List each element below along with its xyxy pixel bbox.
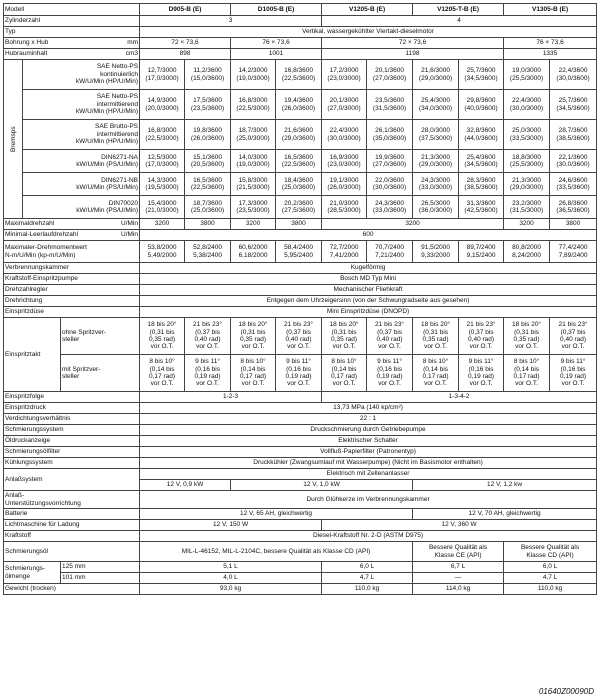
value-cell: 77,4/2400 7,89/2400 (550, 241, 597, 263)
table-row (4, 414, 597, 425)
value-cell: 24,3/3600 (33,0/3600) (367, 196, 413, 219)
value-cell: 22,1/3600 (30,0/3600) (550, 150, 597, 173)
value-cell: Kugelförmig (140, 263, 597, 274)
value-cell: 15,1/3600 (20,5/3600) (185, 150, 231, 173)
value-cell: 52,8/2400 5,38/2400 (185, 241, 231, 263)
value-cell: MIL-L-46152, MIL-L-2104C, bessere Qualität als Klasse CD (API) (140, 542, 413, 562)
unit-text: mm (127, 39, 139, 47)
row-label: Schmierungsöl (4, 542, 140, 562)
value-cell: 21 bis 23° (0,37 bis 0,40 rad) vor O.T. (185, 318, 231, 355)
value-cell: 12 V, 1,0 kW (231, 480, 413, 491)
value-cell: 21 bis 23° (0,37 bis 0,40 rad) vor O.T. (459, 318, 504, 355)
value-cell: 20,1/3000 (27,0/3000) (322, 90, 367, 120)
value-cell: 72 × 73,6 (322, 38, 504, 49)
row-sublabel: 101 mm (61, 573, 140, 584)
table-row (4, 436, 597, 447)
value-cell: 25,7/3600 (34,5/3600) (550, 90, 597, 120)
value-cell: 3800 (276, 219, 322, 230)
value-cell: Elektrischer Schalter (140, 436, 597, 447)
figure-code: 01640Z00090D (538, 687, 594, 696)
value-cell: 18,4/3600 (25,0/3600) (276, 173, 322, 196)
table-row (4, 584, 597, 595)
row-label: Anlaßsystem (4, 469, 140, 491)
table-row (4, 531, 597, 542)
row-label: SAE Brutto-PS intermittierend kW/U/Min (HP/U/Min) (23, 120, 140, 150)
value-cell: 16,8/3000 (22,5/3000) (140, 120, 185, 150)
row-label (4, 49, 140, 60)
value-cell: 3 (140, 16, 322, 27)
table-row (4, 296, 597, 307)
value-cell: 114,0 kg (413, 584, 504, 595)
bremsps-label: Bremsps (4, 60, 23, 219)
table-row (4, 469, 597, 480)
value-cell: 16,5/3600 (22,5/3600) (276, 150, 322, 173)
value-cell: 18 bis 20° (0,31 bis 0,35 rad) vor O.T. (231, 318, 276, 355)
row-label: Typ (4, 27, 140, 38)
row-label: Einspritzdruck (4, 403, 140, 414)
value-cell: 21 bis 23° (0,37 bis 0,40 rad) vor O.T. (550, 318, 597, 355)
header-modell: Modell (4, 4, 140, 16)
table-row (4, 307, 597, 318)
value-cell: 8 bis 10° (0,14 bis 0,17 rad) vor O.T. (413, 355, 459, 392)
value-cell: 29,8/3600 (40,0/3600) (459, 90, 504, 120)
value-cell: 22,4/3000 (30,0/3000) (322, 120, 367, 150)
value-cell: 23,5/3600 (31,5/3600) (367, 90, 413, 120)
value-cell: 15,4/3000 (21,0/3000) (140, 196, 185, 219)
value-cell: 1335 (504, 49, 597, 60)
table-row (4, 230, 597, 241)
table-row (4, 509, 597, 520)
table-row (4, 16, 597, 27)
value-cell: 18 bis 20° (0,31 bis 0,35 rad) vor O.T. (322, 318, 367, 355)
row-sublabel: ohne Spritzver- steller (61, 318, 140, 355)
row-label: Schmierungsölfilter (4, 447, 140, 458)
value-cell: 3200 (322, 219, 504, 230)
value-cell: 20,1/3600 (27,0/3600) (367, 60, 413, 90)
value-cell: 21 bis 23° (0,37 bis 0,40 rad) vor O.T. (276, 318, 322, 355)
value-cell: 9 bis 11° (0,16 bis 0,19 rad) vor O.T. (550, 355, 597, 392)
value-cell: 24,6/3600 (33,5/3600) (550, 173, 597, 196)
value-cell: 6,0 L (322, 562, 413, 573)
value-cell: 3800 (550, 219, 597, 230)
value-cell: 21,6/3600 (29,0/3600) (276, 120, 322, 150)
engine-spec-table (3, 3, 597, 595)
row-label: Einspritztakt (4, 318, 61, 392)
value-cell: Bessere Qualität als Klasse CD (API) (504, 542, 597, 562)
value-cell: 6,7 L (413, 562, 504, 573)
value-cell: 25,4/3600 (34,5/3600) (459, 150, 504, 173)
value-cell: Mechanischer Fliehkraft (140, 285, 597, 296)
row-label (4, 219, 140, 230)
table-row (4, 403, 597, 414)
value-cell: 12 V, 150 W (140, 520, 322, 531)
row-label: Maximaler-Drehmomentwert N-m/U/Min (kp-m/U/Min) (4, 241, 140, 263)
value-cell: 24,3/3000 (33,0/3000) (413, 173, 459, 196)
value-cell: 14,0/3000 (19,0/3000) (231, 150, 276, 173)
table-row (4, 318, 597, 355)
value-cell: Druckschmierung durch Getriebepumpe (140, 425, 597, 436)
value-cell: Diesel-Kraftstoff Nr. 2-D (ASTM D975) (140, 531, 597, 542)
row-label (4, 38, 140, 49)
value-cell: 19,8/3600 (26,0/3600) (185, 120, 231, 150)
model-d905: D905-B (E) (140, 4, 231, 16)
value-cell: 16,9/3000 (23,0/3000) (322, 150, 367, 173)
row-label: Lichtmaschine für Ladung (4, 520, 140, 531)
value-cell: 19,4/3600 (26,0/3600) (276, 90, 322, 120)
value-cell: 22 : 1 (140, 414, 597, 425)
value-cell: 21,3/3000 (29,0/3000) (504, 173, 550, 196)
unit-text: U/Min (121, 231, 139, 239)
table-row (4, 458, 597, 469)
value-cell: 12 V, 360 W (322, 520, 597, 531)
value-cell: 20,2/3600 (27,5/3600) (276, 196, 322, 219)
row-label (4, 230, 140, 241)
value-cell: 22,4/3600 (30,0/3600) (550, 60, 597, 90)
table-row (4, 425, 597, 436)
value-cell: Durch Glühkerze im Verbrennungskammer (140, 491, 597, 509)
value-cell: 1-3-4-2 (322, 392, 597, 403)
unit-text: U/Min (121, 220, 139, 228)
value-cell: 21,6/3000 (29,0/3000) (413, 60, 459, 90)
table-row (4, 120, 597, 150)
value-cell: 93,0 kg (140, 584, 322, 595)
value-cell: 4,7 L (322, 573, 413, 584)
value-cell: 12 V, 1,2 kw (413, 480, 597, 491)
value-cell: 19,9/3600 (27,0/3600) (367, 150, 413, 173)
value-cell: 9 bis 11° (0,16 bis 0,19 rad) vor O.T. (185, 355, 231, 392)
value-cell: 898 (140, 49, 231, 60)
row-label: Drehrichtung (4, 296, 140, 307)
row-label: Schmierungssystem (4, 425, 140, 436)
row-sublabel: 125 mm (61, 562, 140, 573)
table-row (4, 60, 597, 90)
value-cell: 76 × 73,6 (504, 38, 597, 49)
value-cell: 9 bis 11° (0,16 bis 0,19 rad) vor O.T. (367, 355, 413, 392)
row-label-text: Hubrauminhalt (5, 50, 48, 58)
value-cell: 19,0/3000 (25,5/3000) (504, 60, 550, 90)
value-cell: 26,5/3000 (36,0/3000) (413, 196, 459, 219)
table-row (4, 150, 597, 173)
value-cell: — (413, 573, 504, 584)
row-label: Kühlungssystem (4, 458, 140, 469)
value-cell: 5,1 L (140, 562, 322, 573)
table-row (4, 542, 597, 562)
unit-text: cm3 (125, 50, 139, 58)
value-cell: 9 bis 11° (0,16 bis 0,19 rad) vor O.T. (276, 355, 322, 392)
value-cell: 18 bis 20° (0,31 bis 0,35 rad) vor O.T. (140, 318, 185, 355)
value-cell: 110,0 kg (504, 584, 597, 595)
value-cell: 14,3/3000 (19,5/3000) (140, 173, 185, 196)
value-cell: 26,8/3600 (36,5/3600) (550, 196, 597, 219)
value-cell: 6,0 L (504, 562, 597, 573)
table-row (4, 90, 597, 120)
value-cell: 72,7/2000 7,41/2000 (322, 241, 367, 263)
row-label: Batterie (4, 509, 140, 520)
value-cell: 18,7/3000 (25,0/3000) (231, 120, 276, 150)
value-cell: Vertikal, wassergekühlter Viertakt-dieselmotor (140, 27, 597, 38)
value-cell: 25,0/3000 (33,5/3000) (504, 120, 550, 150)
value-cell: 76 × 73,6 (231, 38, 322, 49)
row-label: Einspritzfolge (4, 392, 140, 403)
value-cell: 1001 (231, 49, 322, 60)
value-cell: 58,4/2400 5,95/2400 (276, 241, 322, 263)
row-label-text: Maximaldrehzahl (5, 220, 55, 228)
value-cell: 11,2/3600 (15,0/3600) (185, 60, 231, 90)
value-cell: 18 bis 20° (0,31 bis 0,35 rad) vor O.T. (413, 318, 459, 355)
value-cell: Entgegen dem Uhrzeigersinn (von der Schwungradseite aus gesehen) (140, 296, 597, 307)
row-label: SAE Netto-PS kontinuierlich kW/U/Min (HP/U/Min) (23, 60, 140, 90)
table-row (4, 491, 597, 509)
row-label: Schmierungs- ölmenge (4, 562, 61, 584)
table-row (4, 173, 597, 196)
table-row (4, 263, 597, 274)
value-cell: 22,0/3600 (30,0/3600) (367, 173, 413, 196)
value-cell: 21 bis 23° (0,37 bis 0,40 rad) vor O.T. (367, 318, 413, 355)
row-label: DIN70020 kW/U/Min (PS/U/Min) (23, 196, 140, 219)
value-cell: 3200 (231, 219, 276, 230)
value-cell: 8 bis 10° (0,14 bis 0,17 rad) vor O.T. (140, 355, 185, 392)
row-label: Anlaß- Unterstützungsvorrichtung (4, 491, 140, 509)
row-label: Kraftstoff (4, 531, 140, 542)
table-row (4, 447, 597, 458)
table-row (4, 274, 597, 285)
value-cell: 22,4/3000 (30,0/3000) (504, 90, 550, 120)
row-label: SAE Netto-PS intermittierend kW/U/Min (HP/U/Min) (23, 90, 140, 120)
value-cell: Bessere Qualität als Klasse CE (API) (413, 542, 504, 562)
value-cell: 60,6/2000 6,18/2000 (231, 241, 276, 263)
value-cell: 31,3/3600 (42,5/3600) (459, 196, 504, 219)
value-cell: 28,7/3600 (38,5/3600) (550, 120, 597, 150)
value-cell: 32,8/3600 (44,0/3600) (459, 120, 504, 150)
value-cell: 8 bis 10° (0,14 bis 0,17 rad) vor O.T. (504, 355, 550, 392)
row-label: Öldruckanzeige (4, 436, 140, 447)
value-cell: 17,3/3000 (23,5/3000) (231, 196, 276, 219)
table-row (4, 196, 597, 219)
value-cell: 12 V, 0,9 kW (140, 480, 231, 491)
value-cell: 13,73 MPa (140 kp/cm²) (140, 403, 597, 414)
value-cell: 19,1/3000 (26,0/3000) (322, 173, 367, 196)
row-label: Zylinderzahl (4, 16, 140, 27)
model-d1005: D1005-B (E) (231, 4, 322, 16)
value-cell: 16,5/3600 (22,5/3600) (185, 173, 231, 196)
table-row (4, 562, 597, 573)
value-cell: 9 bis 11° (0,16 bis 0,19 rad) vor O.T. (459, 355, 504, 392)
model-v1205t: V1205-T-B (E) (413, 4, 504, 16)
table-row (4, 38, 597, 49)
value-cell: 14,2/3000 (19,0/3000) (231, 60, 276, 90)
value-cell: 18 bis 20° (0,31 bis 0,35 rad) vor O.T. (504, 318, 550, 355)
row-label: Gewicht (trocken) (4, 584, 140, 595)
value-cell: 12 V, 65 AH, gleichwertig (140, 509, 413, 520)
value-cell: 600 (140, 230, 597, 241)
table-row (4, 49, 597, 60)
table-row (4, 392, 597, 403)
value-cell: 3200 (140, 219, 185, 230)
row-label: Verdichtungsverhältnis (4, 414, 140, 425)
value-cell: 12 V, 70 AH, gleichwertig (413, 509, 597, 520)
value-cell: 18,8/3000 (25,5/3000) (504, 150, 550, 173)
value-cell: 8 bis 10° (0,14 bis 0,17 rad) vor O.T. (231, 355, 276, 392)
table-header-row (4, 4, 597, 16)
value-cell: Druckkühler (Zwangsumlauf mit Wasserpumpe) (Nicht im Basismotor enthalten) (140, 458, 597, 469)
value-cell: 91,5/2000 9,33/2000 (413, 241, 459, 263)
model-v1305: V1305-B (E) (504, 4, 597, 16)
row-label: Drehzahlregler (4, 285, 140, 296)
row-label: Verbrennungskammer (4, 263, 140, 274)
model-v1205: V1205-B (E) (322, 4, 413, 16)
value-cell: 15,8/3000 (21,5/3000) (231, 173, 276, 196)
row-sublabel: mit Spritzver- steller (61, 355, 140, 392)
value-cell: 110,0 kg (322, 584, 413, 595)
value-cell: 25,4/3000 (34,0/3000) (413, 90, 459, 120)
value-cell: 3200 (504, 219, 550, 230)
row-label-text: Minimal-Leerlaufdrehzahl (5, 231, 78, 239)
value-cell: 18,7/3600 (25,0/3600) (185, 196, 231, 219)
value-cell: 21,0/3000 (28,5/3000) (322, 196, 367, 219)
value-cell: 28,3/3600 (38,5/3600) (459, 173, 504, 196)
value-cell: 4 (322, 16, 597, 27)
value-cell: 4,7 L (504, 573, 597, 584)
row-label: DIN6271-NB kW/U/Min (PS/U/Min) (23, 173, 140, 196)
table-row (4, 573, 597, 584)
value-cell: 26,1/3600 (35,0/3600) (367, 120, 413, 150)
value-cell: 53,8/2000 5,49/2000 (140, 241, 185, 263)
value-cell: 16,8/3000 (22,5/3000) (231, 90, 276, 120)
value-cell: 80,8/2000 8,24/2000 (504, 241, 550, 263)
row-label: Kraftstoff-Einspritzpumpe (4, 274, 140, 285)
value-cell: Bosch MD Typ Mini (140, 274, 597, 285)
table-row (4, 219, 597, 230)
value-cell: 12,7/3000 (17,0/3000) (140, 60, 185, 90)
table-row (4, 520, 597, 531)
value-cell: 1-2-3 (140, 392, 322, 403)
row-label: Einspritzdüse (4, 307, 140, 318)
value-cell: 89,7/2400 9,15/2400 (459, 241, 504, 263)
value-cell: 21,3/3000 (29,0/3000) (413, 150, 459, 173)
value-cell: 3800 (185, 219, 231, 230)
value-cell: 4,0 L (140, 573, 322, 584)
value-cell: 25,7/3600 (34,5/3600) (459, 60, 504, 90)
value-cell: 14,9/3000 (20,0/3000) (140, 90, 185, 120)
value-cell: 28,0/3000 (37,5/3000) (413, 120, 459, 150)
value-cell: 70,7/2400 7,21/2400 (367, 241, 413, 263)
value-cell: 23,2/3000 (31,5/3000) (504, 196, 550, 219)
value-cell: 8 bis 10° (0,14 bis 0,17 rad) vor O.T. (322, 355, 367, 392)
value-cell: Vollfluß-Papierfilter (Patronentyp) (140, 447, 597, 458)
row-label-text: Bohrung x Hub (5, 39, 49, 47)
table-row (4, 285, 597, 296)
value-cell: 1198 (322, 49, 504, 60)
table-row (4, 241, 597, 263)
value-cell: 17,5/3600 (23,5/3600) (185, 90, 231, 120)
row-label: DIN6271-NA kW/U/Min (PS/U/Min) (23, 150, 140, 173)
value-cell: Mini Einspritzdüse (DNOPD) (140, 307, 597, 318)
value-cell: 17,2/3000 (23,0/3000) (322, 60, 367, 90)
table-row (4, 27, 597, 38)
value-cell: 12,5/3000 (17,0/3000) (140, 150, 185, 173)
value-cell: 16,8/3600 (22,5/3600) (276, 60, 322, 90)
value-cell: 72 × 73,6 (140, 38, 231, 49)
table-row (4, 355, 597, 392)
value-cell: Elektrisch mit Zellenanlasser (140, 469, 597, 480)
